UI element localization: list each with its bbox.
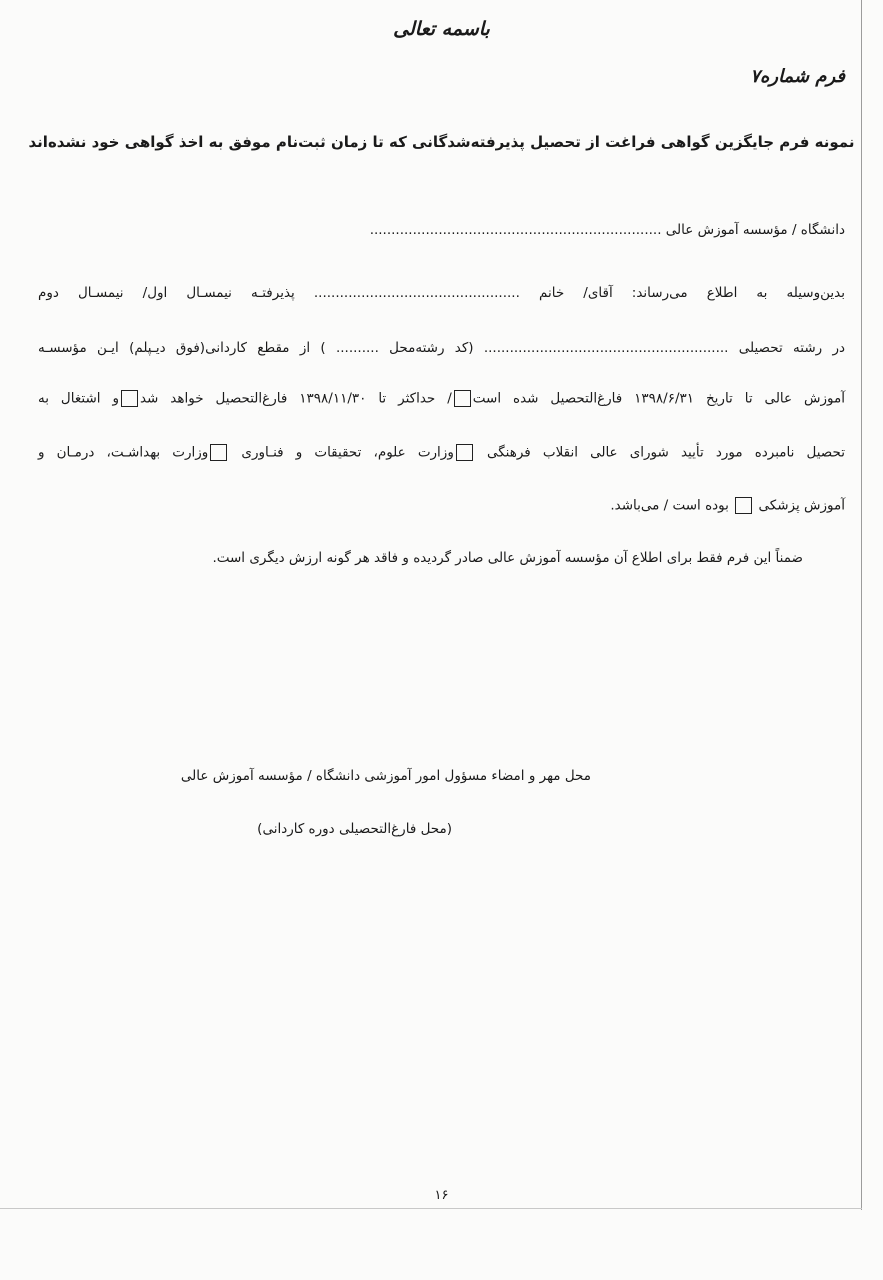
disclaimer-note: ضمناً این فرم فقط برای اطلاع آن مؤسسه آموزش عالی صادر گردیده و فاقد هر گونه ارزش دیگری است. xyxy=(212,550,803,566)
cultural-council-checkbox[interactable] xyxy=(456,444,473,461)
student-name-line: بدین‌وسیله به اطلاع می‌رساند: آقای/ خانم ................................................ پذیرفتـه نیمسـال اول/ نیمسـال دوم xyxy=(38,285,845,301)
graduation-date-line xyxy=(38,390,845,407)
graduated-checkbox[interactable] xyxy=(454,390,471,407)
status-text: بوده است / می‌باشد. xyxy=(610,497,729,514)
page-border-line xyxy=(861,0,862,1210)
page-number: ۱۶ xyxy=(434,1188,449,1203)
will-graduate-text: / حداکثر تا ۱۳۹۸/۱۱/۳۰ فارغ‌التحصیل خواهد شد xyxy=(139,390,452,407)
page-bottom-line xyxy=(0,1208,862,1209)
medical-education-text: آموزش پزشکی xyxy=(758,497,845,514)
science-ministry-checkbox[interactable] xyxy=(210,444,227,461)
medical-education-line xyxy=(610,497,845,514)
health-ministry-text: وزارت بهداشـت، درمـان و xyxy=(38,444,209,461)
science-ministry-text: وزارت علوم، تحقیقات و فنـاوری xyxy=(241,444,454,461)
continuation-text: و اشتغال به xyxy=(38,390,119,407)
header-title: باسمه تعالی xyxy=(393,18,490,40)
medical-education-checkbox[interactable] xyxy=(735,497,752,514)
form-number: فرم شماره۷ xyxy=(750,66,845,87)
approval-line xyxy=(38,444,845,461)
signature-label: محل مهر و امضاء مسؤول امور آموزشی دانشگاه / مؤسسه آموزش عالی xyxy=(180,768,591,784)
university-line: دانشگاه / مؤسسه آموزش عالی .................................................................... xyxy=(369,222,845,238)
will-graduate-checkbox[interactable] xyxy=(121,390,138,407)
field-of-study-line: در رشته تحصیلی ......................................................... (کد رشته‌محل .......... ) از مقطع کاردانی(فوق دیـپلم) ایـن مؤسسـه xyxy=(38,340,845,356)
signature-sublabel: (محل فارغ‌التحصیلی دوره کاردانی) xyxy=(257,821,452,837)
form-heading: نمونه فرم جایگزین گواهی فراغت از تحصیل پذیرفته‌شدگانی که تا زمان ثبت‌نام موفق به اخذ گواهی خود نشده‌اند xyxy=(28,133,855,151)
cultural-council-text: تحصیل نامبرده مورد تأیید شورای عالی انقلاب فرهنگی xyxy=(486,444,845,461)
graduated-text: آموزش عالی تا تاریخ ۱۳۹۸/۶/۳۱ فارغ‌التحصیل شده است xyxy=(472,390,845,407)
